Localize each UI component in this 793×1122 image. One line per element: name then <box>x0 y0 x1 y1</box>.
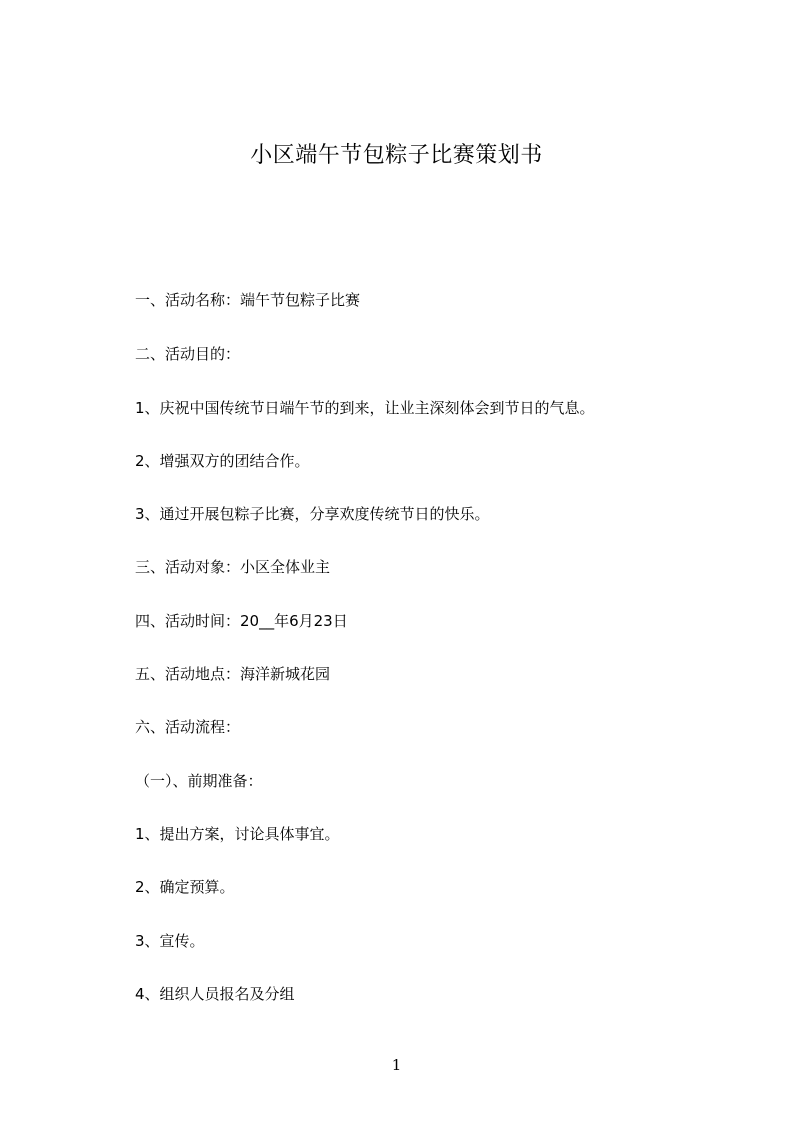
paragraph-activity-purpose-heading: 二、活动目的： <box>135 345 241 363</box>
document-title: 小区端午节包粽子比赛策划书 <box>250 143 543 168</box>
paragraph-activity-name: 一、活动名称：端午节包粽子比赛 <box>135 291 361 309</box>
paragraph-purpose-3: 3、通过开展包粽子比赛，分享欢度传统节日的快乐。 <box>135 505 490 523</box>
paragraph-preparation-heading: （一）、前期准备： <box>135 772 263 790</box>
paragraph-activity-time: 四、活动时间：20__年6月23日 <box>135 612 348 630</box>
paragraph-activity-process-heading: 六、活动流程： <box>135 718 241 736</box>
paragraph-activity-location: 五、活动地点：海洋新城花园 <box>135 665 331 683</box>
page-number: 1 <box>391 1056 402 1074</box>
paragraph-preparation-1: 1、提出方案，讨论具体事宜。 <box>135 825 340 843</box>
paragraph-preparation-3: 3、宣传。 <box>135 932 205 950</box>
paragraph-activity-target: 三、活动对象：小区全体业主 <box>135 558 331 576</box>
paragraph-purpose-1: 1、庆祝中国传统节日端午节的到来，让业主深刻体会到节日的气息。 <box>135 399 595 417</box>
paragraph-purpose-2: 2、增强双方的团结合作。 <box>135 452 310 470</box>
paragraph-preparation-4: 4、组织人员报名及分组 <box>135 985 295 1003</box>
paragraph-preparation-2: 2、确定预算。 <box>135 878 235 896</box>
